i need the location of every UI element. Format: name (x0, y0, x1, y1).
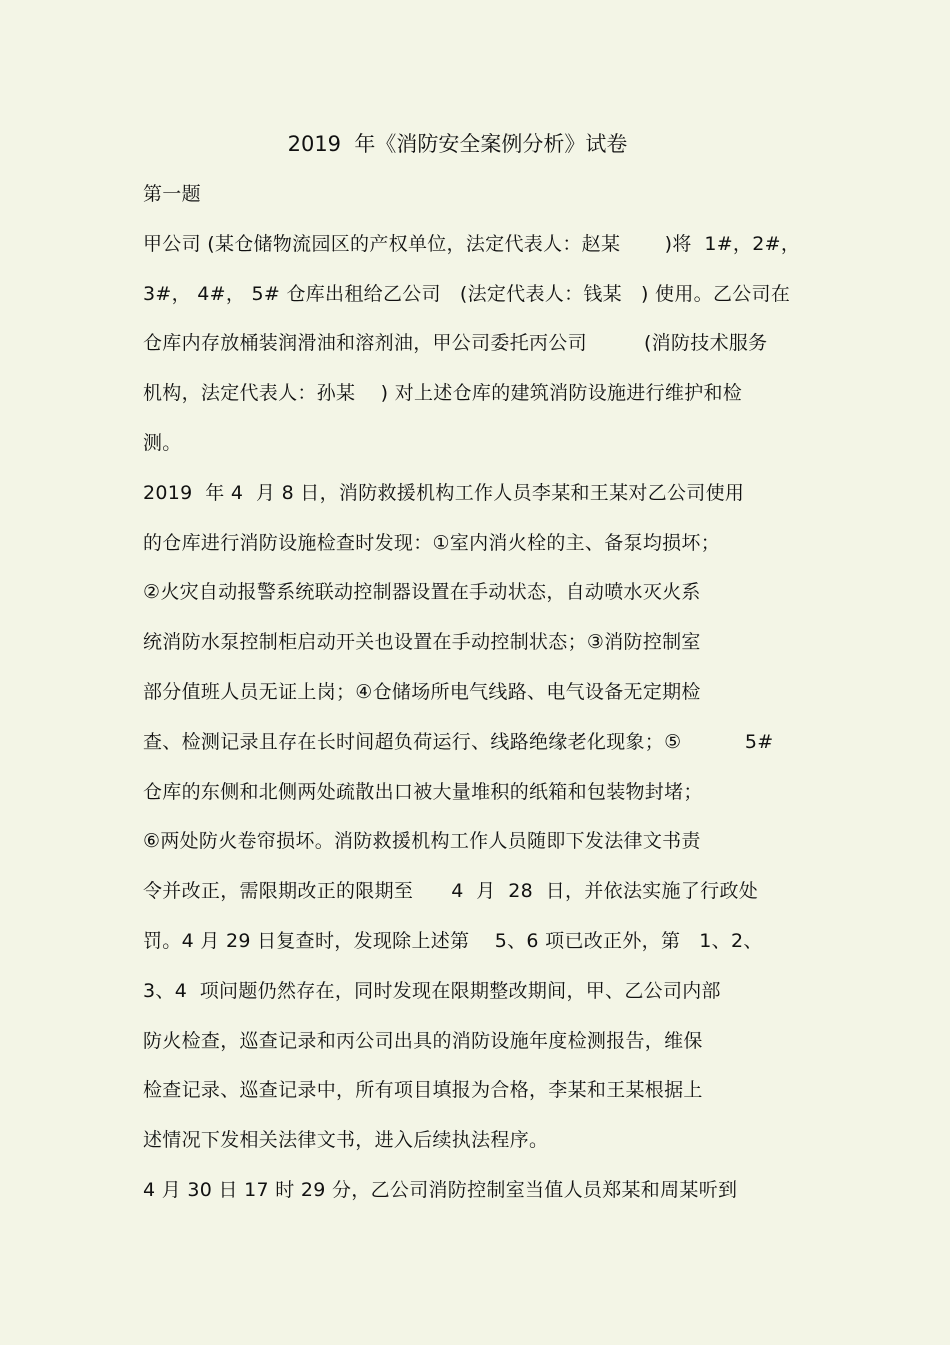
paragraph-line: 2019 年 4 月 8 日，消防救援机构工作人员李某和王某对乙公司使用 (143, 482, 745, 504)
paragraph-line: 防火检查，巡查记录和丙公司出具的消防设施年度检测报告，维保 (143, 1030, 703, 1052)
paragraph-line: 检查记录、巡查记录中，所有项目填报为合格，李某和王某根据上 (143, 1079, 703, 1101)
paragraph-line: 4 月 30 日 17 时 29 分，乙公司消防控制室当值人员郑某和周某听到 (143, 1179, 738, 1201)
paragraph-line: 的仓库进行消防设施检查时发现：①室内消火栓的主、备泵均损坏； (143, 532, 721, 554)
paragraph-line: 令并改正，需限期改正的限期至 4 月 28 日，并依法实施了行政处 (143, 880, 759, 902)
paragraph-line: 部分值班人员无证上岗；④仓储场所电气线路、电气设备无定期检 (143, 681, 701, 703)
paragraph-line: ⑥两处防火卷帘损坏。消防救援机构工作人员随即下发法律文书责 (143, 830, 701, 852)
paragraph-line: ②火灾自动报警系统联动控制器设置在手动状态，自动喷水灭火系 (143, 581, 701, 603)
paragraph-line: 仓库的东侧和北侧两处疏散出口被大量堆积的纸箱和包装物封堵； (143, 781, 703, 803)
paragraph-line: 甲公司 (某仓储物流园区的产权单位，法定代表人：赵某 )将 1#，2#， (143, 233, 801, 255)
page-title: 2019 年《消防安全案例分析》试卷 (287, 132, 628, 156)
paragraph-line: 述情况下发相关法律文书，进入后续执法程序。 (143, 1129, 549, 1151)
paragraph-line: 查、检测记录且存在长时间超负荷运行、线路绝缘老化现象；⑤ 5# (143, 731, 774, 753)
paragraph-line: 3、4 项问题仍然存在，同时发现在限期整改期间，甲、乙公司内部 (143, 980, 721, 1002)
paragraph-line: 3#， 4#， 5# 仓库出租给乙公司 (法定代表人：钱某 ) 使用。乙公司在 (143, 283, 791, 305)
paragraph-line: 罚。4 月 29 日复查时，发现除上述第 5、6 项已改正外，第 1、2、 (143, 930, 763, 952)
paragraph-line: 第一题 (143, 183, 201, 205)
paragraph-line: 仓库内存放桶装润滑油和溶剂油，甲公司委托丙公司 (消防技术服务 (143, 332, 768, 354)
paragraph-line: 统消防水泵控制柜启动开关也设置在手动控制状态；③消防控制室 (143, 631, 701, 653)
paragraph-line: 测。 (143, 432, 182, 454)
paragraph-line: 机构，法定代表人：孙某 ) 对上述仓库的建筑消防设施进行维护和检 (143, 382, 743, 404)
